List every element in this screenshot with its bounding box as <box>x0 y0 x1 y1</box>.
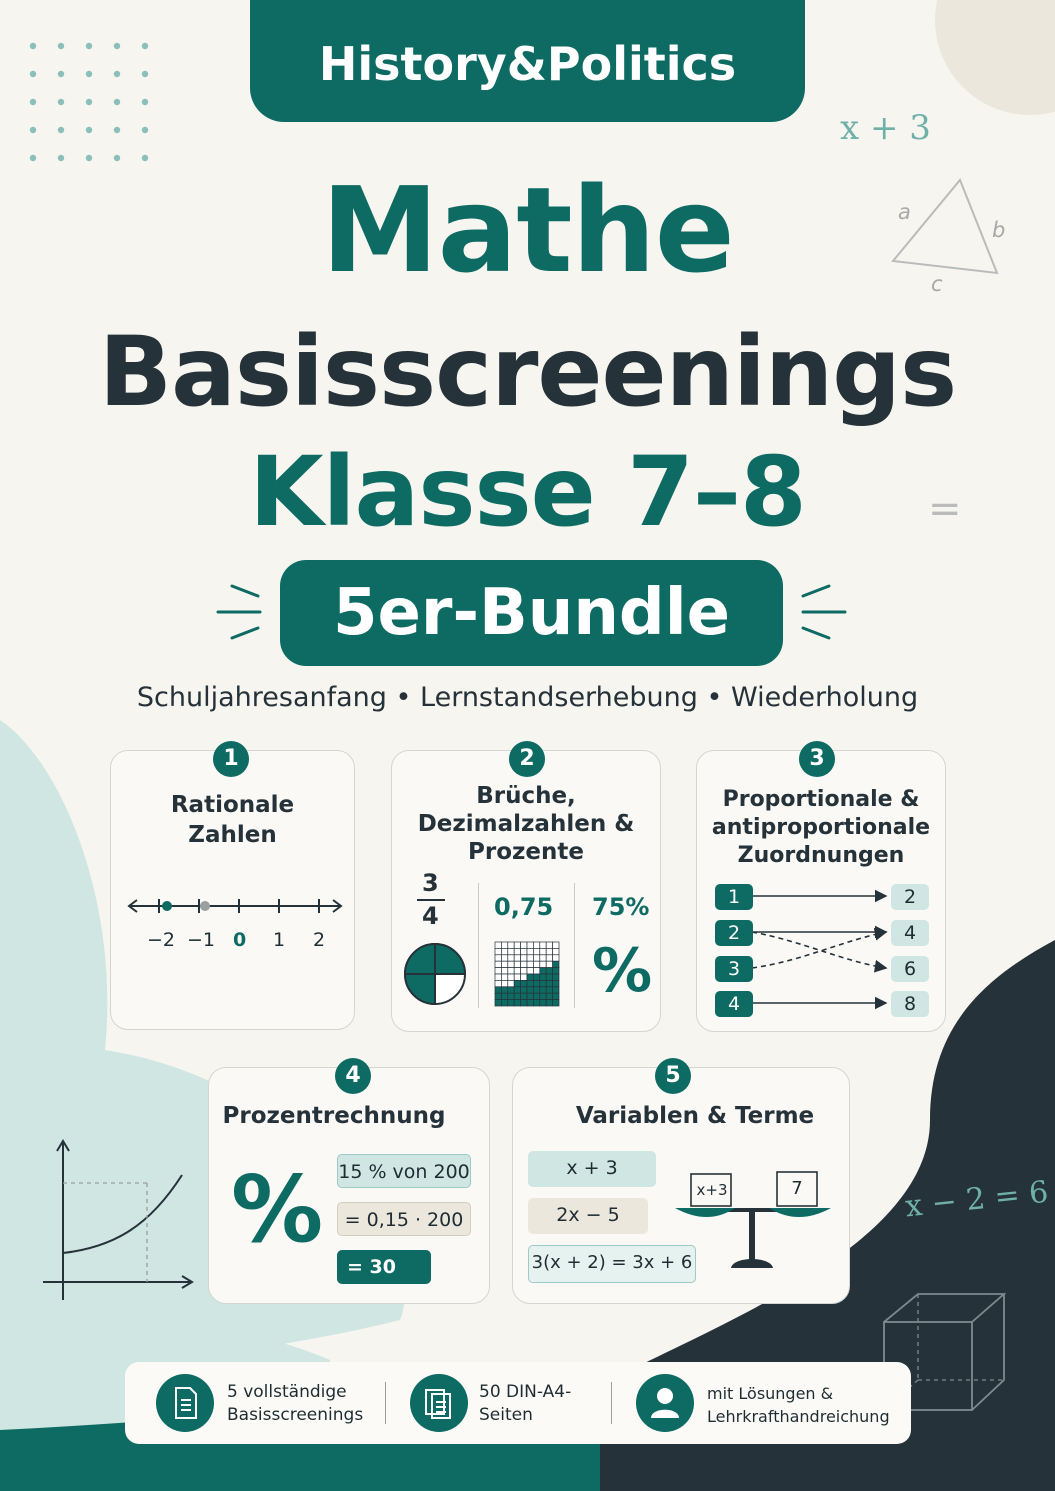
pie-three-quarters-icon <box>402 941 468 1007</box>
card-title-line-1: Rationale <box>170 792 295 818</box>
mapping-left-item: 1 <box>715 884 753 910</box>
footer-separator <box>611 1382 612 1424</box>
card-prozentrechnung <box>208 1063 490 1304</box>
calc-step-1: 15 % von 200 <box>337 1154 471 1188</box>
tick-label: 1 <box>273 929 286 951</box>
title-line-2: Basisscreenings <box>98 316 957 428</box>
card-number: 2 <box>509 741 545 777</box>
card-title: Variablen & Terme <box>575 1103 815 1129</box>
user-icon <box>636 1374 694 1432</box>
bundle-label: 5er-Bundle <box>332 576 731 650</box>
card-title-line-1: Brüche, <box>476 783 576 809</box>
calc-step-2: = 0,15 · 200 <box>337 1202 471 1236</box>
fraction-numerator: 3 <box>422 869 439 897</box>
mapping-right-item: 6 <box>891 956 929 982</box>
mapping-right-item: 8 <box>891 991 929 1017</box>
footer-item-2-line-2: Seiten <box>479 1405 533 1425</box>
bundle-badge <box>280 560 783 666</box>
number-line <box>123 891 348 921</box>
footer-features <box>125 1362 911 1444</box>
tick-label: −1 <box>187 929 216 951</box>
title-line-3: Klasse 7–8 <box>249 436 806 548</box>
card-title-line-3: Zuordnungen <box>737 843 905 868</box>
fraction-denominator: 4 <box>422 902 439 930</box>
triangle-label-a: a <box>898 200 911 224</box>
mapping-arrows <box>752 881 892 1011</box>
footer-separator <box>385 1382 386 1424</box>
spark-lines-right <box>795 578 855 648</box>
footer-item-3-line-2: Lehrkrafthandreichung <box>707 1407 890 1426</box>
footer-item-1-line-2: Basisscreenings <box>227 1405 364 1425</box>
brand-name: History&Politics <box>318 37 737 91</box>
document-icon <box>156 1374 214 1432</box>
decor-expression-top: x + 3 <box>840 108 931 148</box>
card-title-line-2: Dezimalzahlen & <box>417 811 635 837</box>
brand-banner <box>250 0 805 122</box>
divider <box>574 883 575 1008</box>
card-title-line-2: Zahlen <box>188 822 277 848</box>
mapping-left-item: 3 <box>715 956 753 982</box>
card-zuordnungen <box>696 746 946 1032</box>
tick-label: 2 <box>313 929 326 951</box>
footer-item-1-line-1: 5 vollständige <box>227 1382 347 1402</box>
decor-equation: x − 2 = 6 <box>903 1174 1050 1225</box>
triangle-label-c: c <box>931 272 943 296</box>
card-number: 4 <box>335 1058 371 1094</box>
card-number: 3 <box>799 741 835 777</box>
percent-symbol: % <box>592 936 653 1006</box>
decor-equals: = <box>928 486 962 532</box>
term-3: 3(x + 2) = 3x + 6 <box>528 1245 696 1283</box>
term-1: x + 3 <box>528 1151 656 1187</box>
decimal-value: 0,75 <box>494 893 554 921</box>
spark-lines-left <box>210 578 270 648</box>
footer-item-1 <box>227 1381 363 1427</box>
card-variablen-terme <box>512 1063 850 1304</box>
card-title-line-2: antiproportionale <box>711 815 931 840</box>
card-title-line-1: Proportionale & <box>722 787 920 812</box>
function-graph-icon <box>35 1135 200 1305</box>
title-line-1: Mathe <box>321 161 734 299</box>
pages-icon <box>410 1374 468 1432</box>
footer-item-3 <box>707 1382 890 1428</box>
card-brueche <box>391 746 661 1032</box>
grid-hundred-icon <box>494 941 560 1007</box>
scale-right-label: 7 <box>791 1178 803 1199</box>
tick-label: 0 <box>233 929 247 951</box>
card-title-line-3: Prozente <box>468 839 584 865</box>
footer-item-2-line-1: 50 DIN-A4- <box>479 1382 572 1402</box>
footer-item-2 <box>479 1381 571 1427</box>
footer-item-3-line-1: mit Lösungen & <box>707 1384 834 1403</box>
tick-label: −2 <box>147 929 176 951</box>
subtitle: Schuljahresanfang • Lernstandserhebung • Wiederholung <box>136 682 919 713</box>
mapping-right-item: 4 <box>891 920 929 946</box>
fraction-bar <box>417 899 445 901</box>
number-line-labels <box>123 929 348 955</box>
term-2: 2x − 5 <box>528 1198 648 1234</box>
percent-value: 75% <box>592 893 650 921</box>
percent-symbol: % <box>231 1156 324 1263</box>
card-rationale-zahlen <box>110 746 355 1030</box>
mapping-left-item: 4 <box>715 991 753 1017</box>
mapping-left-item: 2 <box>715 920 753 946</box>
mapping-right-item: 2 <box>891 884 929 910</box>
card-number: 5 <box>655 1058 691 1094</box>
scale-left-label: x+3 <box>696 1181 728 1199</box>
dot-grid <box>25 38 155 168</box>
card-title: Prozentrechnung <box>222 1103 446 1129</box>
triangle-label-b: b <box>992 218 1006 242</box>
card-number: 1 <box>213 741 249 777</box>
calc-step-3: = 30 <box>337 1250 431 1284</box>
divider <box>478 883 479 1008</box>
